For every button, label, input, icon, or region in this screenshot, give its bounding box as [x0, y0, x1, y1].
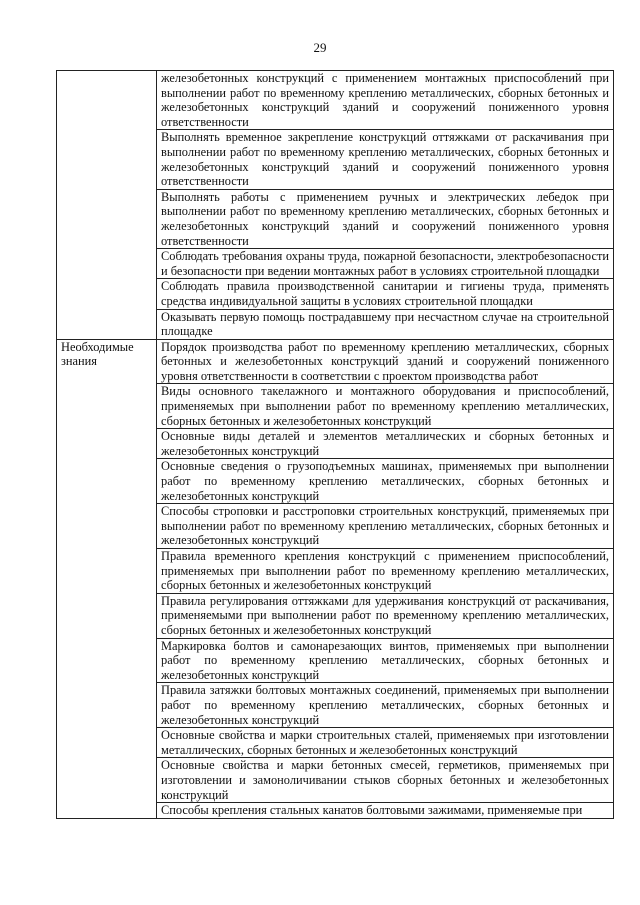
page-number: 29: [313, 40, 327, 55]
requirements-table: [56, 70, 614, 819]
row-text: Способы строповки и расстроповки строительных конструкций, применяемых при выполнении работ по временному креплению металлических, сборных бетонных и железобетонных конструкций: [157, 504, 614, 549]
row-text: Соблюдать правила производственной санитарии и гигиены труда, применять средства индивидуальной защиты в условиях строительной площадки: [157, 279, 614, 309]
row-text: Маркировка болтов и самонарезающих винтов, применяемых при выполнении работ по временному креплению металлических, сборных бетонных и железобетонных конструкций: [157, 638, 614, 683]
row-text: Основные виды деталей и элементов металлических и сборных бетонных и железобетонных конструкций: [157, 429, 614, 459]
row-text: Порядок производства работ по временному креплению металлических, сборных бетонных и железобетонных конструкций зданий и сооружений пониженного уровня ответственности в соответствии с проектом производства работ: [157, 339, 614, 384]
row-text: Основные свойства и марки строительных сталей, применяемых при изготовлении металлических, сборных бетонных и железобетонных конструкций: [157, 728, 614, 758]
section-label-required-knowledge: Необходимые знания: [57, 339, 157, 818]
row-text: Соблюдать требования охраны труда, пожарной безопасности, электробезопасности и безопасности при ведении монтажных работ в условиях строительной площадки: [157, 249, 614, 279]
row-label: [57, 71, 157, 340]
row-text: Способы крепления стальных канатов болтовыми зажимами, применяемые при: [157, 803, 614, 819]
row-text: Правила регулирования оттяжками для удерживания конструкций от раскачивания, применяемыми при выполнении работ по временному креплению металлических, сборных бетонных и железобетонных конструкций: [157, 593, 614, 638]
row-text: Правила затяжки болтовых монтажных соединений, применяемых при выполнении работ по временному креплению металлических, сборных бетонных и железобетонных конструкций: [157, 683, 614, 728]
row-text: Основные свойства и марки бетонных смесей, герметиков, применяемых при изготовлении и замоноличивании стыков сборных бетонных и железобетонных конструкций: [157, 758, 614, 803]
row-text: Основные сведения о грузоподъемных машинах, применяемых при выполнении работ по временному креплению металлических, сборных бетонных и железобетонных конструкций: [157, 459, 614, 504]
row-text: Правила временного крепления конструкций с применением приспособлений, применяемых при выполнении работ по временному креплению металлических, сборных бетонных и железобетонных конструкций: [157, 549, 614, 594]
row-text: Виды основного такелажного и монтажного оборудования и приспособлений, применяемых при выполнении работ по временному креплению металлических, сборных бетонных и железобетонных конструкций: [157, 384, 614, 429]
row-text: железобетонных конструкций с применением монтажных приспособлений при выполнении работ по временному креплению металлических, сборных бетонных и железобетонных конструкций зданий и сооружений пониженного уровня ответственности: [157, 71, 614, 130]
row-text: Выполнять работы с применением ручных и электрических лебедок при выполнении работ по временному креплению металлических, сборных бетонных и железобетонных конструкций зданий и сооружений пониженного уровня ответственности: [157, 189, 614, 248]
row-text: Оказывать первую помощь пострадавшему при несчастном случае на строительной площадке: [157, 309, 614, 339]
row-text: Выполнять временное закрепление конструкций оттяжками от раскачивания при выполнении работ по временному креплению металлических, сборных бетонных и железобетонных конструкций зданий и сооружений пониженного уровня ответственности: [157, 130, 614, 189]
table-row: [57, 339, 614, 384]
table-row: [57, 71, 614, 130]
